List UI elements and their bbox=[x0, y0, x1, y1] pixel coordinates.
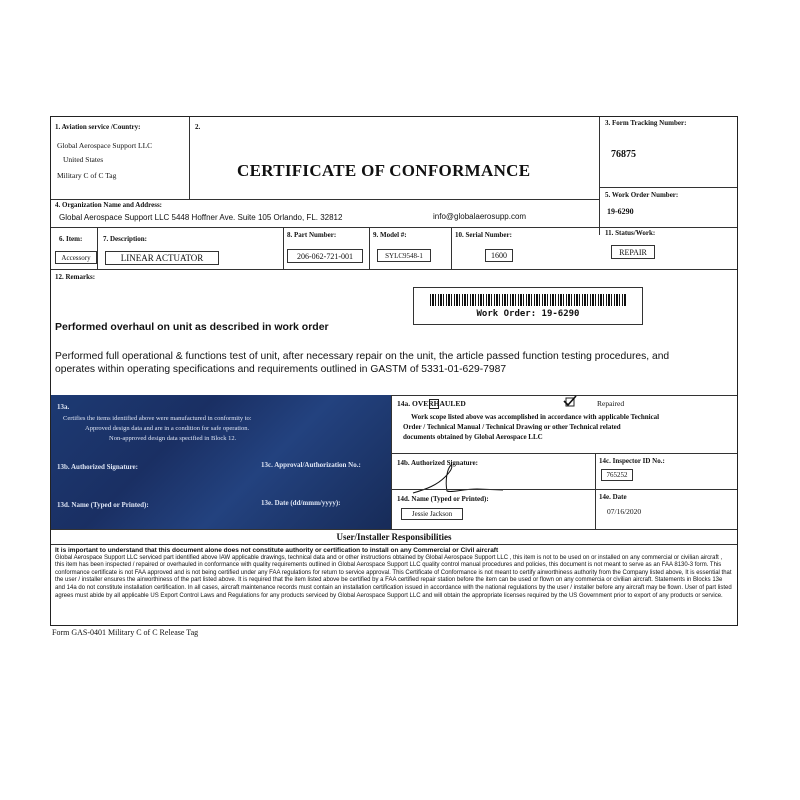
form-footer: Form GAS-0401 Military C of C Release Tag bbox=[52, 628, 199, 637]
remarks-line-2: Performed full operational & functions test of unit, after necessary repair on the unit, the article passed function testing procedures, and bbox=[55, 351, 670, 362]
description-value: LINEAR ACTUATOR bbox=[105, 251, 219, 265]
block13c-label: 13c. Approval/Authorization No.: bbox=[261, 461, 361, 469]
form-tracking-number: 76875 bbox=[611, 149, 636, 160]
status-label: 11. Status/Work: bbox=[605, 229, 656, 237]
serial-label: 10. Serial Number: bbox=[455, 231, 512, 239]
block2-label: 2. bbox=[195, 123, 201, 131]
inspector-name: Jessie Jackson bbox=[401, 508, 463, 520]
divider bbox=[51, 227, 737, 228]
work-order-barcode bbox=[413, 287, 643, 325]
block13e-label: 13e. Date (dd/mmm/yyyy): bbox=[261, 499, 341, 507]
block13-panel bbox=[51, 395, 391, 529]
model-value: SYLC9548-1 bbox=[377, 249, 431, 262]
remarks-line-3: operates within operating specifications and requirements outlined in GASTM of 5331-01-629-7987 bbox=[55, 364, 507, 375]
signature-icon bbox=[407, 463, 527, 499]
certify-line-1: Certifies the items identified above were manufactured in conformity to: bbox=[63, 415, 252, 422]
user-installer-lead: It is important to understand that this document alone does not constitute authority or certification to install on any Commercial or Civil aircraft bbox=[55, 547, 499, 554]
work-scope-line-1: Work scope listed above was accomplished in accordance with applicable Technical bbox=[411, 413, 660, 421]
barcode-bars bbox=[430, 294, 626, 306]
divider bbox=[595, 453, 596, 529]
serial-value: 1600 bbox=[485, 249, 513, 262]
block3-label: 3. Form Tracking Number: bbox=[605, 119, 687, 127]
inspector-id: 765252 bbox=[601, 469, 633, 481]
block13a-label: 13a. bbox=[57, 403, 70, 411]
repaired-check-icon[interactable] bbox=[563, 395, 577, 407]
work-scope-line-3: documents obtained by Global Aerospace LLC bbox=[403, 433, 543, 441]
certify-line-2: Approved design data and are in a condition for safe operation. bbox=[85, 425, 250, 432]
divider bbox=[391, 489, 737, 490]
block14b-label: 14b. Authorized Signature: bbox=[397, 459, 478, 467]
divider bbox=[369, 227, 370, 269]
divider bbox=[97, 227, 98, 269]
part-number-value: 206-062-721-001 bbox=[287, 249, 363, 263]
barcode-text: Work Order: 19-6290 bbox=[476, 309, 580, 319]
divider bbox=[189, 117, 190, 199]
overhauled-label: 14a. OVERHAULED bbox=[397, 399, 466, 408]
item-value: Accessory bbox=[55, 251, 97, 264]
divider bbox=[599, 117, 600, 235]
divider bbox=[51, 199, 599, 200]
repaired-label: Repaired bbox=[597, 399, 625, 408]
block14d-label: 14d. Name (Typed or Printed): bbox=[397, 495, 489, 503]
block1-type: Military C of C Tag bbox=[57, 171, 117, 180]
divider bbox=[599, 187, 737, 188]
page-title: CERTIFICATE OF CONFORMANCE bbox=[237, 161, 531, 180]
description-label: 7. Description: bbox=[103, 235, 147, 243]
user-installer-body: Global Aerospace Support LLC serviced part identified above IAW applicable drawings, technical data and or other instructions obtained by Global Aerospace Support LLC , this item is not to be used on or installed on any commercial or civilian aircraft , this item has been inspected / repaired or overhauled in conformance with quality requirements outlined in Global Aerospace Support LLC quality control manual procedures and policies, this document is not meant to serve as an FAA 8130-3 form. This conformance certificate is not FAA approved and is not being certified under any FAA regulations for return to service approval. This Certificate of Conformance is not meant to certify airworthiness authority from the Company listed above, It is essential that the user / installer ensures the airworthiness of the part listed above. It is required that the item listed above be certified by a FAA certified repair station before the item can be used or flown on any commercia or civilian aircraft. Statements in Blocks 13e and 14a do not constitute installation certification. In all cases, aircraft maintenance records must contain an installation certification issued in accordance with the national regulations by the user / installer before any aircraft may be flown. User of part listed agrees must abide by all applicable US Export Control Laws and Regulations for any products serviced by Global Aerospace Support LLC and will obtain the appropriate licenses required by the US Government prior to export of any products or service. bbox=[55, 554, 732, 599]
divider bbox=[51, 269, 737, 270]
block14c-label: 14c. Inspector ID No.: bbox=[599, 457, 665, 465]
block13b-label: 13b. Authorized Signature: bbox=[57, 463, 138, 471]
remarks-line-1: Performed overhaul on unit as described in work order bbox=[55, 321, 329, 333]
model-label: 9. Model #: bbox=[373, 231, 407, 239]
user-installer-text bbox=[55, 547, 733, 600]
block4-label: 4. Organization Name and Address: bbox=[55, 201, 163, 209]
block1-country: United States bbox=[63, 155, 104, 164]
block1-company: Global Aerospace Support LLC bbox=[57, 141, 153, 150]
inspection-date: 07/16/2020 bbox=[607, 507, 642, 516]
divider bbox=[283, 227, 284, 269]
certificate-form bbox=[50, 116, 738, 626]
work-scope-line-2: Order / Technical Manual / Technical Drawing or other Technical related bbox=[403, 423, 621, 431]
work-order-number: 19-6290 bbox=[607, 207, 634, 216]
divider bbox=[391, 395, 392, 529]
part-number-label: 8. Part Number: bbox=[287, 231, 337, 239]
block14e-label: 14e. Date bbox=[599, 493, 627, 501]
certify-line-3: Non-approved design data specified in Block 12. bbox=[109, 435, 237, 442]
block1-label: 1. Aviation service /Country: bbox=[55, 123, 141, 131]
item-label: 6. Item: bbox=[59, 235, 83, 243]
status-value: REPAIR bbox=[611, 245, 655, 259]
block13d-label: 13d. Name (Typed or Printed): bbox=[57, 501, 149, 509]
organization-address: Global Aerospace Support LLC 5448 Hoffner Ave. Suite 105 Orlando, FL. 32812 bbox=[59, 213, 343, 222]
remarks-label: 12. Remarks: bbox=[55, 273, 96, 281]
divider bbox=[391, 453, 737, 454]
block5-label: 5. Work Order Number: bbox=[605, 191, 679, 199]
organization-email: info@globalaerosupp.com bbox=[433, 212, 527, 221]
user-installer-heading: User/Installer Responsibilities bbox=[51, 529, 737, 545]
divider bbox=[451, 227, 452, 269]
